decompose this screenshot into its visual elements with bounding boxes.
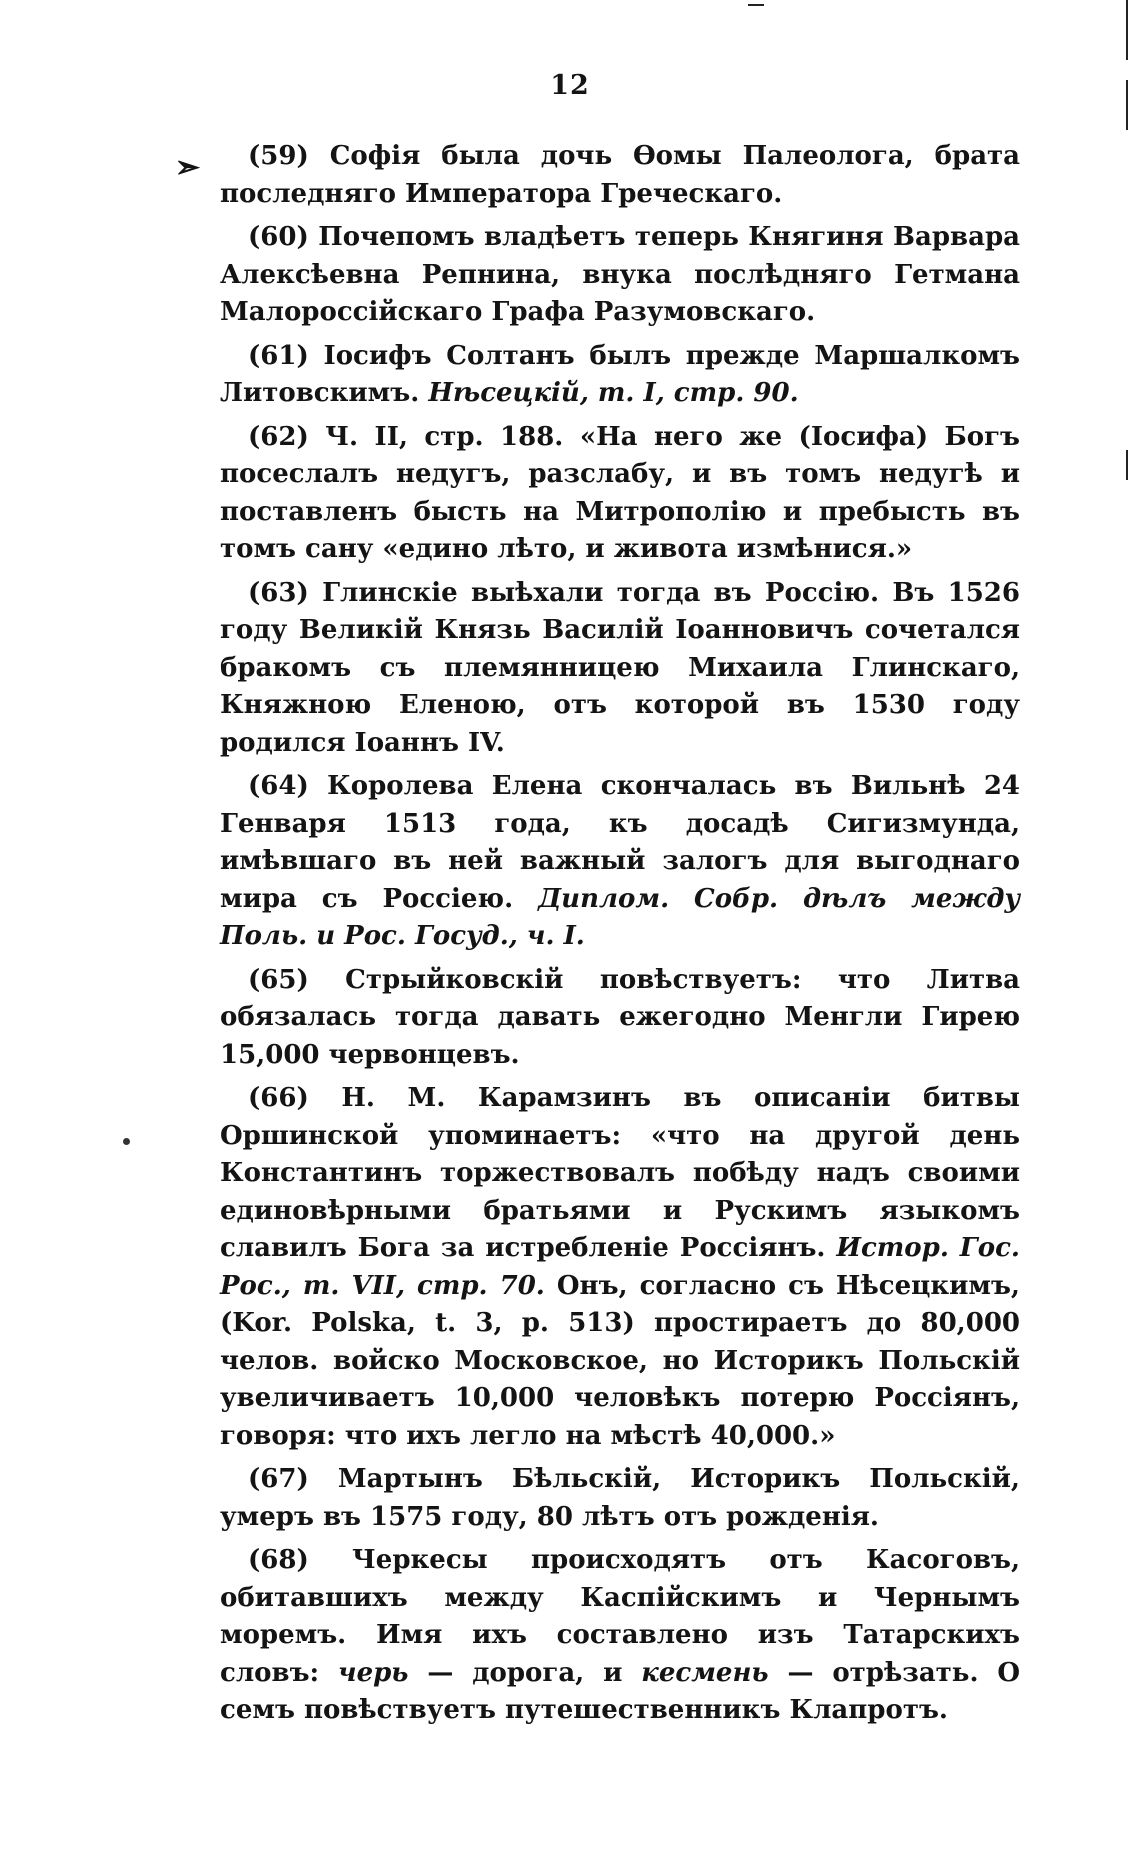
footnotes (220, 138, 1020, 1736)
footnote-68: (68) Черкесы происходятъ отъ Касоговъ, обитавшихъ между Каспійскимъ и Чернымъ моремъ. Имя ихъ составлено изъ Татарскихъ словъ: черь — дорога, и кесмень — отрѣзать. О семъ повѣствуетъ путешественникъ Клапротъ. (220, 1545, 1020, 1725)
footnote-67: (67) Мартынъ Бѣльскій, Историкъ Польскій, умеръ въ 1575 году, 80 лѣтъ отъ рожденія. (220, 1464, 1020, 1532)
footnote-66: (66) Н. М. Карамзинъ въ описаніи битвы Оршинской упоминаетъ: «что на другой день Константинъ торжествовалъ побѣду надъ своими единовѣрными братьями и Рускимъ языкомъ славилъ Бога за истребленіе Россіянъ. Истор. Гос. Рос., т. VII, стр. 70. Онъ, согласно съ Нѣсецкимъ, (Kor. Polska, t. 3, p. 513) простираетъ до 80,000 челов. войско Московское, но Историкъ Польскій увеличиваетъ 10,000 человѣкъ потерю Россіянъ, говоря: что ихъ легло на мѣстѣ 40,000.» (220, 1083, 1020, 1451)
footnote-61: (61) Іосифъ Солтанъ былъ прежде Маршалкомъ Литовскимъ. Нѣсецкій, т. I, стр. 90. (220, 340, 1020, 408)
footnote-59: (59) Софія была дочь Ѳомы Палеолога, брата последняго Императора Греческаго. (220, 141, 1020, 209)
footnote-60: (60) Почепомъ владѣетъ теперь Княгиня Варвара Алексѣевна Репнина, внука послѣдняго Гетмана Малороссійскаго Графа Разумовскаго. (220, 222, 1020, 327)
footnote-62: (62) Ч. II, стр. 188. «На него же (Іосифа) Богъ посеслалъ недугъ, разслабу, и въ томъ недугѣ и поставленъ бысть на Митрополію и пребысть въ томъ сану «едино лѣто, и живота измѣнися.» (220, 421, 1020, 564)
scan-top-mark (748, 4, 764, 6)
page-number: 12 (550, 70, 590, 101)
margin-dot (123, 1138, 130, 1145)
scan-edge-line (1126, 450, 1128, 480)
footnote-65: (65) Стрыйковскій повѣствуетъ: что Литва обязалась тогда давать ежегодно Менгли Гирею 15,000 червонцевъ. (220, 964, 1020, 1070)
footnote-63: (63) Глинскіе выѣхали тогда въ Россію. Въ 1526 году Великій Князь Василій Іоанновичъ сочетался бракомъ съ племянницею Михаила Глинскаго, Княжною Еленою, отъ которой въ 1530 году родился Іоаннъ IV. (220, 577, 1020, 758)
scan-edge-line (1126, 0, 1128, 60)
footnote-64: (64) Королева Елена скончалась въ Вильнѣ 24 Генваря 1513 года, къ досадѣ Сигизмунда, имѣвшаго въ ней важный залогъ для выгоднаго мира съ Россіею. Диплом. Собр. дѣлъ между Поль. и Рос. Госуд., ч. I. (220, 771, 1020, 951)
pointer-mark-icon: ➣ (175, 150, 201, 185)
